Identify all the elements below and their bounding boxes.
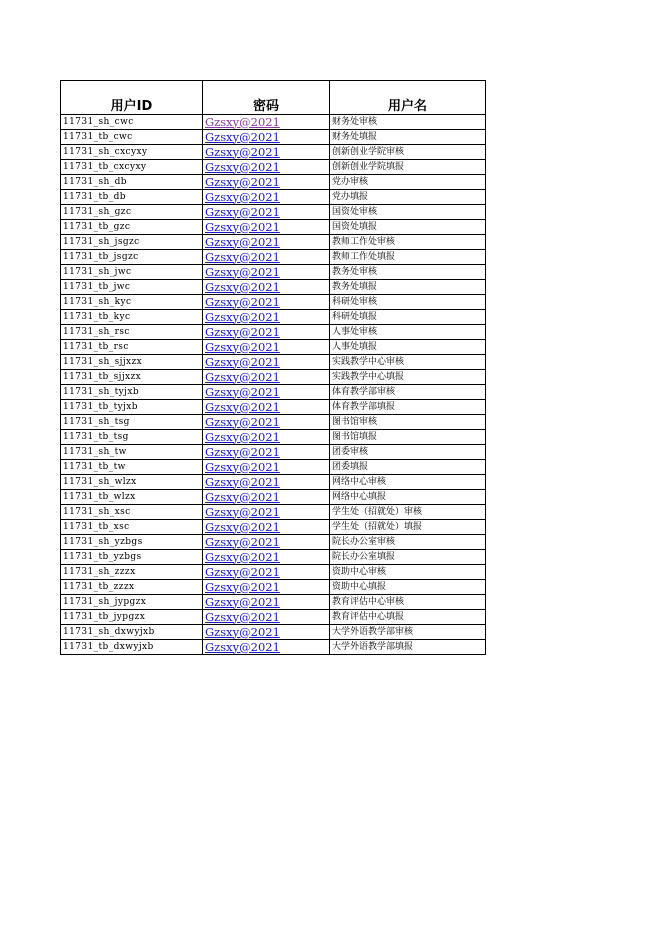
- user-name-cell[interactable]: 实践教学中心填报: [330, 370, 486, 385]
- password-link[interactable]: Gzsxy@2021: [203, 580, 330, 595]
- user-name-cell[interactable]: 资助中心审核: [330, 565, 486, 580]
- password-link[interactable]: Gzsxy@2021: [203, 640, 330, 655]
- user-id-cell[interactable]: 11731_sh_tyjxb: [61, 385, 203, 400]
- table-row: [61, 400, 486, 415]
- user-name-cell[interactable]: 体育教学部审核: [330, 385, 486, 400]
- user-id-cell[interactable]: 11731_tb_zzzx: [61, 580, 203, 595]
- user-name-cell[interactable]: 教务处填报: [330, 280, 486, 295]
- user-id-cell[interactable]: 11731_sh_cxcyxy: [61, 145, 203, 160]
- password-link[interactable]: Gzsxy@2021: [203, 415, 330, 430]
- user-id-cell[interactable]: 11731_sh_kyc: [61, 295, 203, 310]
- user-name-cell[interactable]: 党办审核: [330, 175, 486, 190]
- table-row: [61, 625, 486, 640]
- user-id-cell[interactable]: 11731_sh_cwc: [61, 115, 203, 130]
- user-id-cell[interactable]: 11731_tb_cxcyxy: [61, 160, 203, 175]
- user-name-cell[interactable]: 教师工作处审核: [330, 235, 486, 250]
- user-name-cell[interactable]: 人事处审核: [330, 325, 486, 340]
- user-name-cell[interactable]: 实践教学中心审核: [330, 355, 486, 370]
- user-id-cell[interactable]: 11731_tb_yzbgs: [61, 550, 203, 565]
- user-id-cell[interactable]: 11731_sh_db: [61, 175, 203, 190]
- user-id-cell[interactable]: 11731_sh_jsgzc: [61, 235, 203, 250]
- user-id-cell[interactable]: 11731_sh_jwc: [61, 265, 203, 280]
- password-link[interactable]: Gzsxy@2021: [203, 190, 330, 205]
- table-row: [61, 310, 486, 325]
- user-name-cell[interactable]: 创新创业学院填报: [330, 160, 486, 175]
- user-id-cell[interactable]: 11731_sh_dxwyjxb: [61, 625, 203, 640]
- user-id-cell[interactable]: 11731_sh_jypgzx: [61, 595, 203, 610]
- user-name-cell[interactable]: 创新创业学院审核: [330, 145, 486, 160]
- user-id-cell[interactable]: 11731_tb_jypgzx: [61, 610, 203, 625]
- user-name-cell[interactable]: 教育评估中心审核: [330, 595, 486, 610]
- header-row: [61, 81, 486, 115]
- table-row: [61, 280, 486, 295]
- user-id-cell[interactable]: 11731_tb_rsc: [61, 340, 203, 355]
- password-link[interactable]: Gzsxy@2021: [203, 295, 330, 310]
- table-row: [61, 520, 486, 535]
- table-row: [61, 175, 486, 190]
- user-id-cell[interactable]: 11731_sh_rsc: [61, 325, 203, 340]
- password-link[interactable]: Gzsxy@2021: [203, 595, 330, 610]
- table-row: [61, 445, 486, 460]
- password-link[interactable]: Gzsxy@2021: [203, 325, 330, 340]
- user-id-cell[interactable]: 11731_tb_wlzx: [61, 490, 203, 505]
- user-name-cell[interactable]: 国资处填报: [330, 220, 486, 235]
- password-link[interactable]: Gzsxy@2021: [203, 340, 330, 355]
- password-link[interactable]: Gzsxy@2021: [203, 520, 330, 535]
- user-id-cell[interactable]: 11731_tb_gzc: [61, 220, 203, 235]
- user-name-cell[interactable]: 教育评估中心填报: [330, 610, 486, 625]
- table-row: [61, 595, 486, 610]
- user-name-cell[interactable]: 学生处（招就处）填报: [330, 520, 486, 535]
- user-id-cell[interactable]: 11731_sh_xsc: [61, 505, 203, 520]
- table-row: [61, 205, 486, 220]
- user-name-cell[interactable]: 党办填报: [330, 190, 486, 205]
- password-link[interactable]: Gzsxy@2021: [203, 490, 330, 505]
- password-link[interactable]: Gzsxy@2021: [203, 130, 330, 145]
- password-link[interactable]: Gzsxy@2021: [203, 265, 330, 280]
- user-id-cell[interactable]: 11731_sh_zzzx: [61, 565, 203, 580]
- user-id-cell[interactable]: 11731_tb_tsg: [61, 430, 203, 445]
- table-row: [61, 190, 486, 205]
- password-link[interactable]: Gzsxy@2021: [203, 250, 330, 265]
- table-row: [61, 340, 486, 355]
- table-row: [61, 295, 486, 310]
- user-name-cell[interactable]: 大学外语教学部审核: [330, 625, 486, 640]
- password-link[interactable]: Gzsxy@2021: [203, 145, 330, 160]
- user-name-cell[interactable]: 国资处审核: [330, 205, 486, 220]
- user-id-cell[interactable]: 11731_sh_tw: [61, 445, 203, 460]
- user-id-cell[interactable]: 11731_tb_tw: [61, 460, 203, 475]
- user-id-cell[interactable]: 11731_tb_sjjxzx: [61, 370, 203, 385]
- user-id-cell[interactable]: 11731_sh_yzbgs: [61, 535, 203, 550]
- user-id-cell[interactable]: 11731_tb_jsgzc: [61, 250, 203, 265]
- password-link[interactable]: Gzsxy@2021: [203, 460, 330, 475]
- table-row: [61, 130, 486, 145]
- table-row: [61, 145, 486, 160]
- password-link[interactable]: Gzsxy@2021: [203, 535, 330, 550]
- user-name-cell[interactable]: 图书馆填报: [330, 430, 486, 445]
- table-row: [61, 370, 486, 385]
- user-name-cell[interactable]: 科研处填报: [330, 310, 486, 325]
- password-link[interactable]: Gzsxy@2021: [203, 445, 330, 460]
- table-row: [61, 550, 486, 565]
- user-name-cell[interactable]: 教务处审核: [330, 265, 486, 280]
- table-row: [61, 250, 486, 265]
- table-row: [61, 430, 486, 445]
- table-row: [61, 415, 486, 430]
- password-link[interactable]: Gzsxy@2021: [203, 625, 330, 640]
- header-user-id: 用户ID: [61, 81, 203, 115]
- user-name-cell[interactable]: 网络中心审核: [330, 475, 486, 490]
- table-row: [61, 115, 486, 130]
- table-row: [61, 610, 486, 625]
- password-link[interactable]: Gzsxy@2021: [203, 355, 330, 370]
- table-row: [61, 160, 486, 175]
- user-id-cell[interactable]: 11731_sh_gzc: [61, 205, 203, 220]
- password-link[interactable]: Gzsxy@2021: [203, 220, 330, 235]
- password-link[interactable]: Gzsxy@2021: [203, 550, 330, 565]
- header-password: 密码: [203, 81, 330, 115]
- user-id-cell[interactable]: 11731_tb_jwc: [61, 280, 203, 295]
- password-link[interactable]: Gzsxy@2021: [203, 370, 330, 385]
- user-name-cell[interactable]: 院长办公室填报: [330, 550, 486, 565]
- user-id-cell[interactable]: 11731_sh_sjjxzx: [61, 355, 203, 370]
- table-row: [61, 235, 486, 250]
- password-link[interactable]: Gzsxy@2021: [203, 565, 330, 580]
- password-link[interactable]: Gzsxy@2021: [203, 175, 330, 190]
- password-link[interactable]: Gzsxy@2021: [203, 115, 330, 130]
- user-name-cell[interactable]: 教师工作处填报: [330, 250, 486, 265]
- password-link[interactable]: Gzsxy@2021: [203, 205, 330, 220]
- user-name-cell[interactable]: 体育教学部填报: [330, 400, 486, 415]
- password-link[interactable]: Gzsxy@2021: [203, 430, 330, 445]
- table-row: [61, 535, 486, 550]
- table-row: [61, 580, 486, 595]
- user-name-cell[interactable]: 大学外语教学部填报: [330, 640, 486, 655]
- user-name-cell[interactable]: 资助中心填报: [330, 580, 486, 595]
- password-link[interactable]: Gzsxy@2021: [203, 505, 330, 520]
- table-row: [61, 385, 486, 400]
- user-id-cell[interactable]: 11731_tb_kyc: [61, 310, 203, 325]
- user-name-cell[interactable]: 科研处审核: [330, 295, 486, 310]
- user-name-cell[interactable]: 财务处填报: [330, 130, 486, 145]
- user-name-cell[interactable]: 人事处填报: [330, 340, 486, 355]
- table-row: [61, 220, 486, 235]
- table-row: [61, 325, 486, 340]
- password-link[interactable]: Gzsxy@2021: [203, 235, 330, 250]
- user-name-cell[interactable]: 网络中心填报: [330, 490, 486, 505]
- table-row: [61, 265, 486, 280]
- user-id-cell[interactable]: 11731_tb_tyjxb: [61, 400, 203, 415]
- user-name-cell[interactable]: 团委审核: [330, 445, 486, 460]
- table-row: [61, 355, 486, 370]
- user-id-cell[interactable]: 11731_tb_db: [61, 190, 203, 205]
- user-id-cell[interactable]: 11731_tb_dxwyjxb: [61, 640, 203, 655]
- user-id-cell[interactable]: 11731_sh_tsg: [61, 415, 203, 430]
- account-table: [60, 80, 486, 655]
- password-link[interactable]: Gzsxy@2021: [203, 400, 330, 415]
- user-id-cell[interactable]: 11731_sh_wlzx: [61, 475, 203, 490]
- user-name-cell[interactable]: 图书馆审核: [330, 415, 486, 430]
- password-link[interactable]: Gzsxy@2021: [203, 610, 330, 625]
- password-link[interactable]: Gzsxy@2021: [203, 475, 330, 490]
- user-id-cell[interactable]: 11731_tb_xsc: [61, 520, 203, 535]
- password-link[interactable]: Gzsxy@2021: [203, 310, 330, 325]
- password-link[interactable]: Gzsxy@2021: [203, 385, 330, 400]
- password-link[interactable]: Gzsxy@2021: [203, 160, 330, 175]
- user-id-cell[interactable]: 11731_tb_cwc: [61, 130, 203, 145]
- table-row: [61, 640, 486, 655]
- table-row: [61, 460, 486, 475]
- user-name-cell[interactable]: 学生处（招就处）审核: [330, 505, 486, 520]
- table-row: [61, 490, 486, 505]
- header-user-name: 用户名: [330, 81, 486, 115]
- user-name-cell[interactable]: 团委填报: [330, 460, 486, 475]
- password-link[interactable]: Gzsxy@2021: [203, 280, 330, 295]
- user-name-cell[interactable]: 财务处审核: [330, 115, 486, 130]
- table-row: [61, 475, 486, 490]
- table-row: [61, 505, 486, 520]
- table-row: [61, 565, 486, 580]
- user-name-cell[interactable]: 院长办公室审核: [330, 535, 486, 550]
